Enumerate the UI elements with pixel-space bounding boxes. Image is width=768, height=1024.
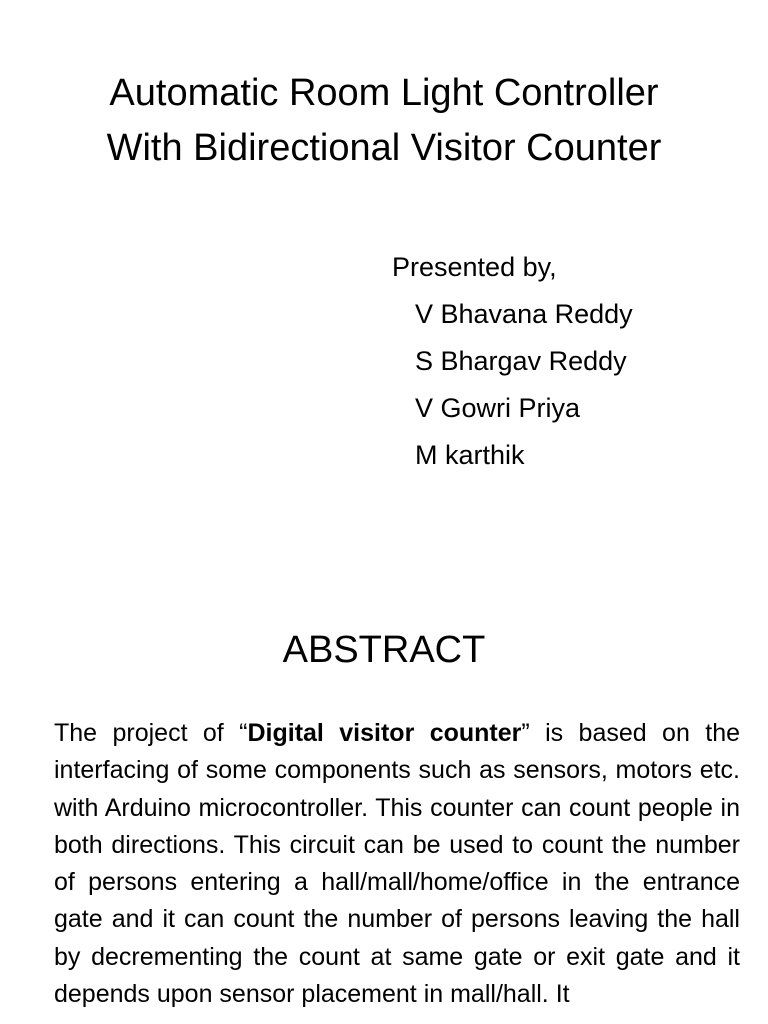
abstract-heading: ABSTRACT — [282, 629, 486, 671]
presenters-block — [392, 244, 732, 479]
abstract-paragraph — [54, 715, 740, 1013]
abstract-text-rest: ” is based on the interfacing of some components such as sensors, motors etc. with Arduino microcontroller. This counter can count people in both directions. This circuit can be used to count the number of persons entering a hall/mall/home/office in the entrance gate and it can count the number of persons leaving the hall by decrementing the count at same gate or exit gate and it depends upon sensor placement in mall/hall. It — [54, 719, 741, 1009]
presenter-name: V Bhavana Reddy — [415, 299, 633, 329]
presenter-name: S Bhargav Reddy — [415, 346, 627, 376]
abstract-text-start: The project of “ — [54, 719, 248, 747]
presentation-title — [0, 66, 768, 176]
presented-by-label: Presented by, — [392, 252, 557, 282]
title-line-1: Automatic Room Light Controller — [109, 72, 659, 114]
abstract-slide — [0, 600, 768, 1024]
abstract-bold-term: Digital visitor counter — [247, 719, 522, 747]
presenter-name: V Gowri Priya — [415, 393, 581, 423]
title-line-2: With Bidirectional Visitor Counter — [106, 127, 662, 169]
presenter-name: M karthik — [415, 440, 525, 470]
